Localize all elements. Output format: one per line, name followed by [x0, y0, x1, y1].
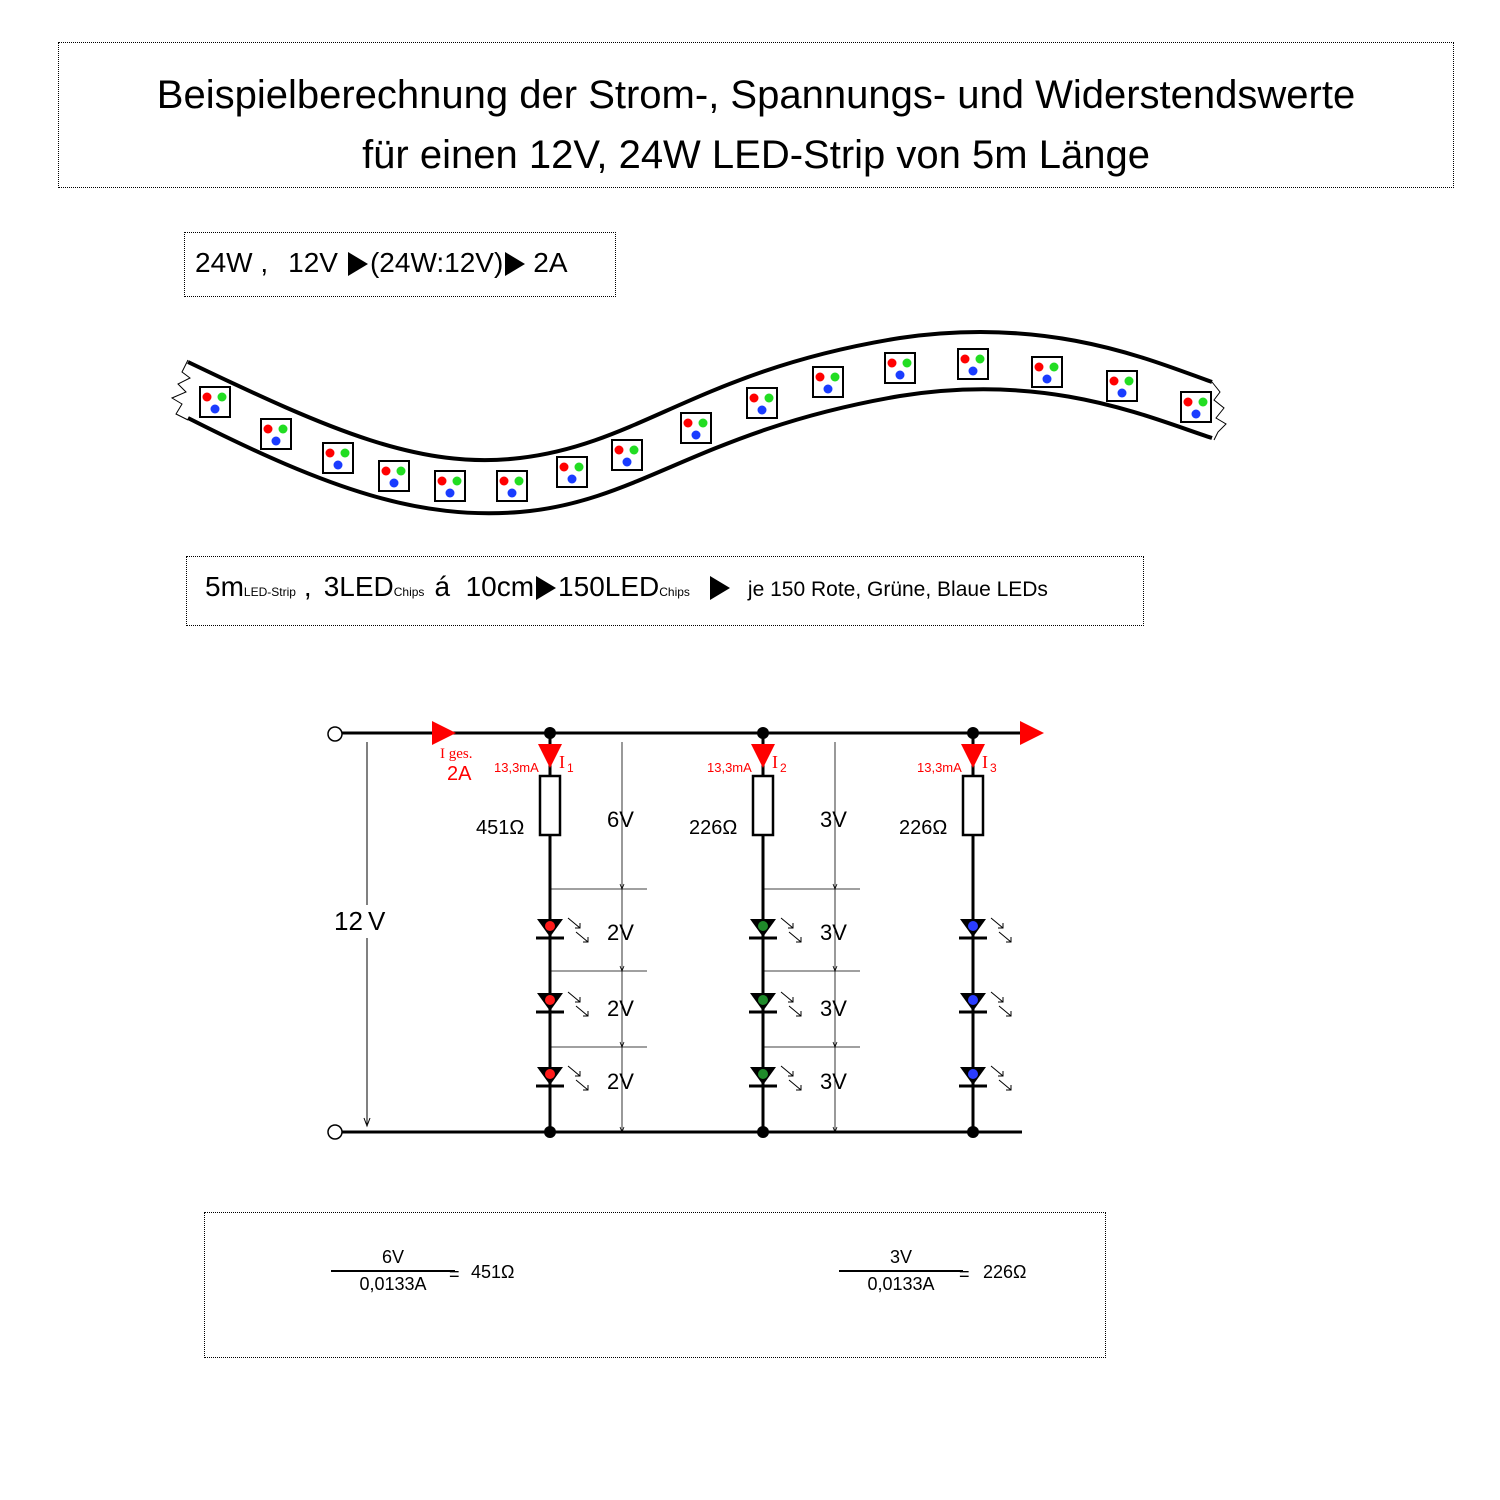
terminal-plus — [328, 727, 342, 741]
fraction-1 — [331, 1247, 455, 1295]
led-voltage-drop: 3V — [820, 1069, 847, 1094]
resistor-icon — [753, 776, 773, 835]
branch-current-value: 13,3mA — [917, 760, 962, 775]
branch-current-symbol: I — [559, 752, 565, 772]
resistor-icon — [540, 776, 560, 835]
resistor-value: 226Ω — [689, 817, 738, 839]
led-diode-icon — [749, 1066, 801, 1090]
equals-1: = — [449, 1264, 460, 1284]
resistor-icon — [963, 776, 983, 835]
branch-current-symbol: I — [982, 752, 988, 772]
resistor-value: 451Ω — [476, 817, 525, 839]
total-current-label: I ges. — [440, 746, 473, 762]
title-line-1: Beispielberechnung der Strom-, Spannungs- und Widerstendswerte — [156, 73, 1356, 117]
equals-2: = — [959, 1264, 970, 1284]
fraction-1-denominator: 0,0133A — [359, 1274, 427, 1294]
circuit-branch-2 — [689, 727, 860, 1138]
led-diode-icon — [536, 992, 588, 1016]
branch-current-value: 13,3mA — [494, 760, 539, 775]
led-diode-icon — [959, 918, 1011, 942]
formula-voltage: 12V — [288, 247, 338, 278]
branch-current-index: 1 — [567, 761, 574, 775]
resistor-voltage-drop: 6V — [607, 807, 634, 832]
formula-division: (24W:12V) — [369, 247, 504, 278]
circuit-branch-3 — [899, 727, 1011, 1138]
led-voltage-drop: 2V — [607, 920, 634, 945]
result-2: 226Ω — [983, 1262, 1027, 1282]
current-arrow-in — [432, 721, 456, 745]
led-diode-icon — [536, 1066, 588, 1090]
chips-spacing: á 10cm — [434, 571, 535, 602]
fraction-1-numerator: 6V — [331, 1247, 455, 1272]
title-line-2: für einen 12V, 24W LED-Strip von 5m Länge — [362, 133, 1150, 177]
led-diode-icon — [959, 992, 1011, 1016]
led-voltage-drop: 3V — [820, 996, 847, 1021]
chips-separator: , — [303, 571, 312, 602]
branch-current-index: 3 — [990, 761, 997, 775]
fraction-2 — [839, 1247, 963, 1295]
resistor-voltage-drop: 3V — [820, 807, 847, 832]
terminal-minus — [328, 1125, 342, 1139]
fraction-2-numerator: 3V — [839, 1247, 963, 1272]
led-voltage-drop: 2V — [607, 1069, 634, 1094]
chips-per-group-sub: Chips — [393, 585, 425, 599]
led-voltage-drop: 2V — [607, 996, 634, 1021]
result-1: 451Ω — [471, 1262, 515, 1282]
current-arrow-out — [1020, 721, 1044, 745]
led-diode-icon — [749, 918, 801, 942]
chips-total-sub: Chips — [659, 585, 690, 599]
chips-per-group: 3LED — [323, 571, 394, 602]
chips-result: je 150 Rote, Grüne, Blaue LEDs — [747, 578, 1048, 601]
formula-power: 24W , — [195, 247, 269, 278]
chips-total: 150LED — [558, 571, 660, 602]
led-voltage-drop: 3V — [820, 920, 847, 945]
resistor-value: 226Ω — [899, 817, 948, 839]
branch-current-value: 13,3mA — [707, 760, 752, 775]
led-diode-icon — [959, 1066, 1011, 1090]
branch-current-symbol: I — [772, 752, 778, 772]
calculation-box — [204, 1212, 1106, 1358]
fraction-2-denominator: 0,0133A — [867, 1274, 935, 1294]
circuit-branch-1 — [476, 727, 647, 1138]
strip-length: 5m — [205, 571, 244, 602]
formula-current: 2A — [533, 247, 568, 278]
supply-voltage: 12 — [334, 906, 363, 936]
strip-length-sub: LED-Strip — [243, 585, 296, 599]
led-diode-icon — [749, 992, 801, 1016]
branch-current-index: 2 — [780, 761, 787, 775]
led-diode-icon — [536, 918, 588, 942]
supply-voltage-unit: V — [368, 906, 386, 936]
total-current-value: 2A — [447, 763, 472, 785]
